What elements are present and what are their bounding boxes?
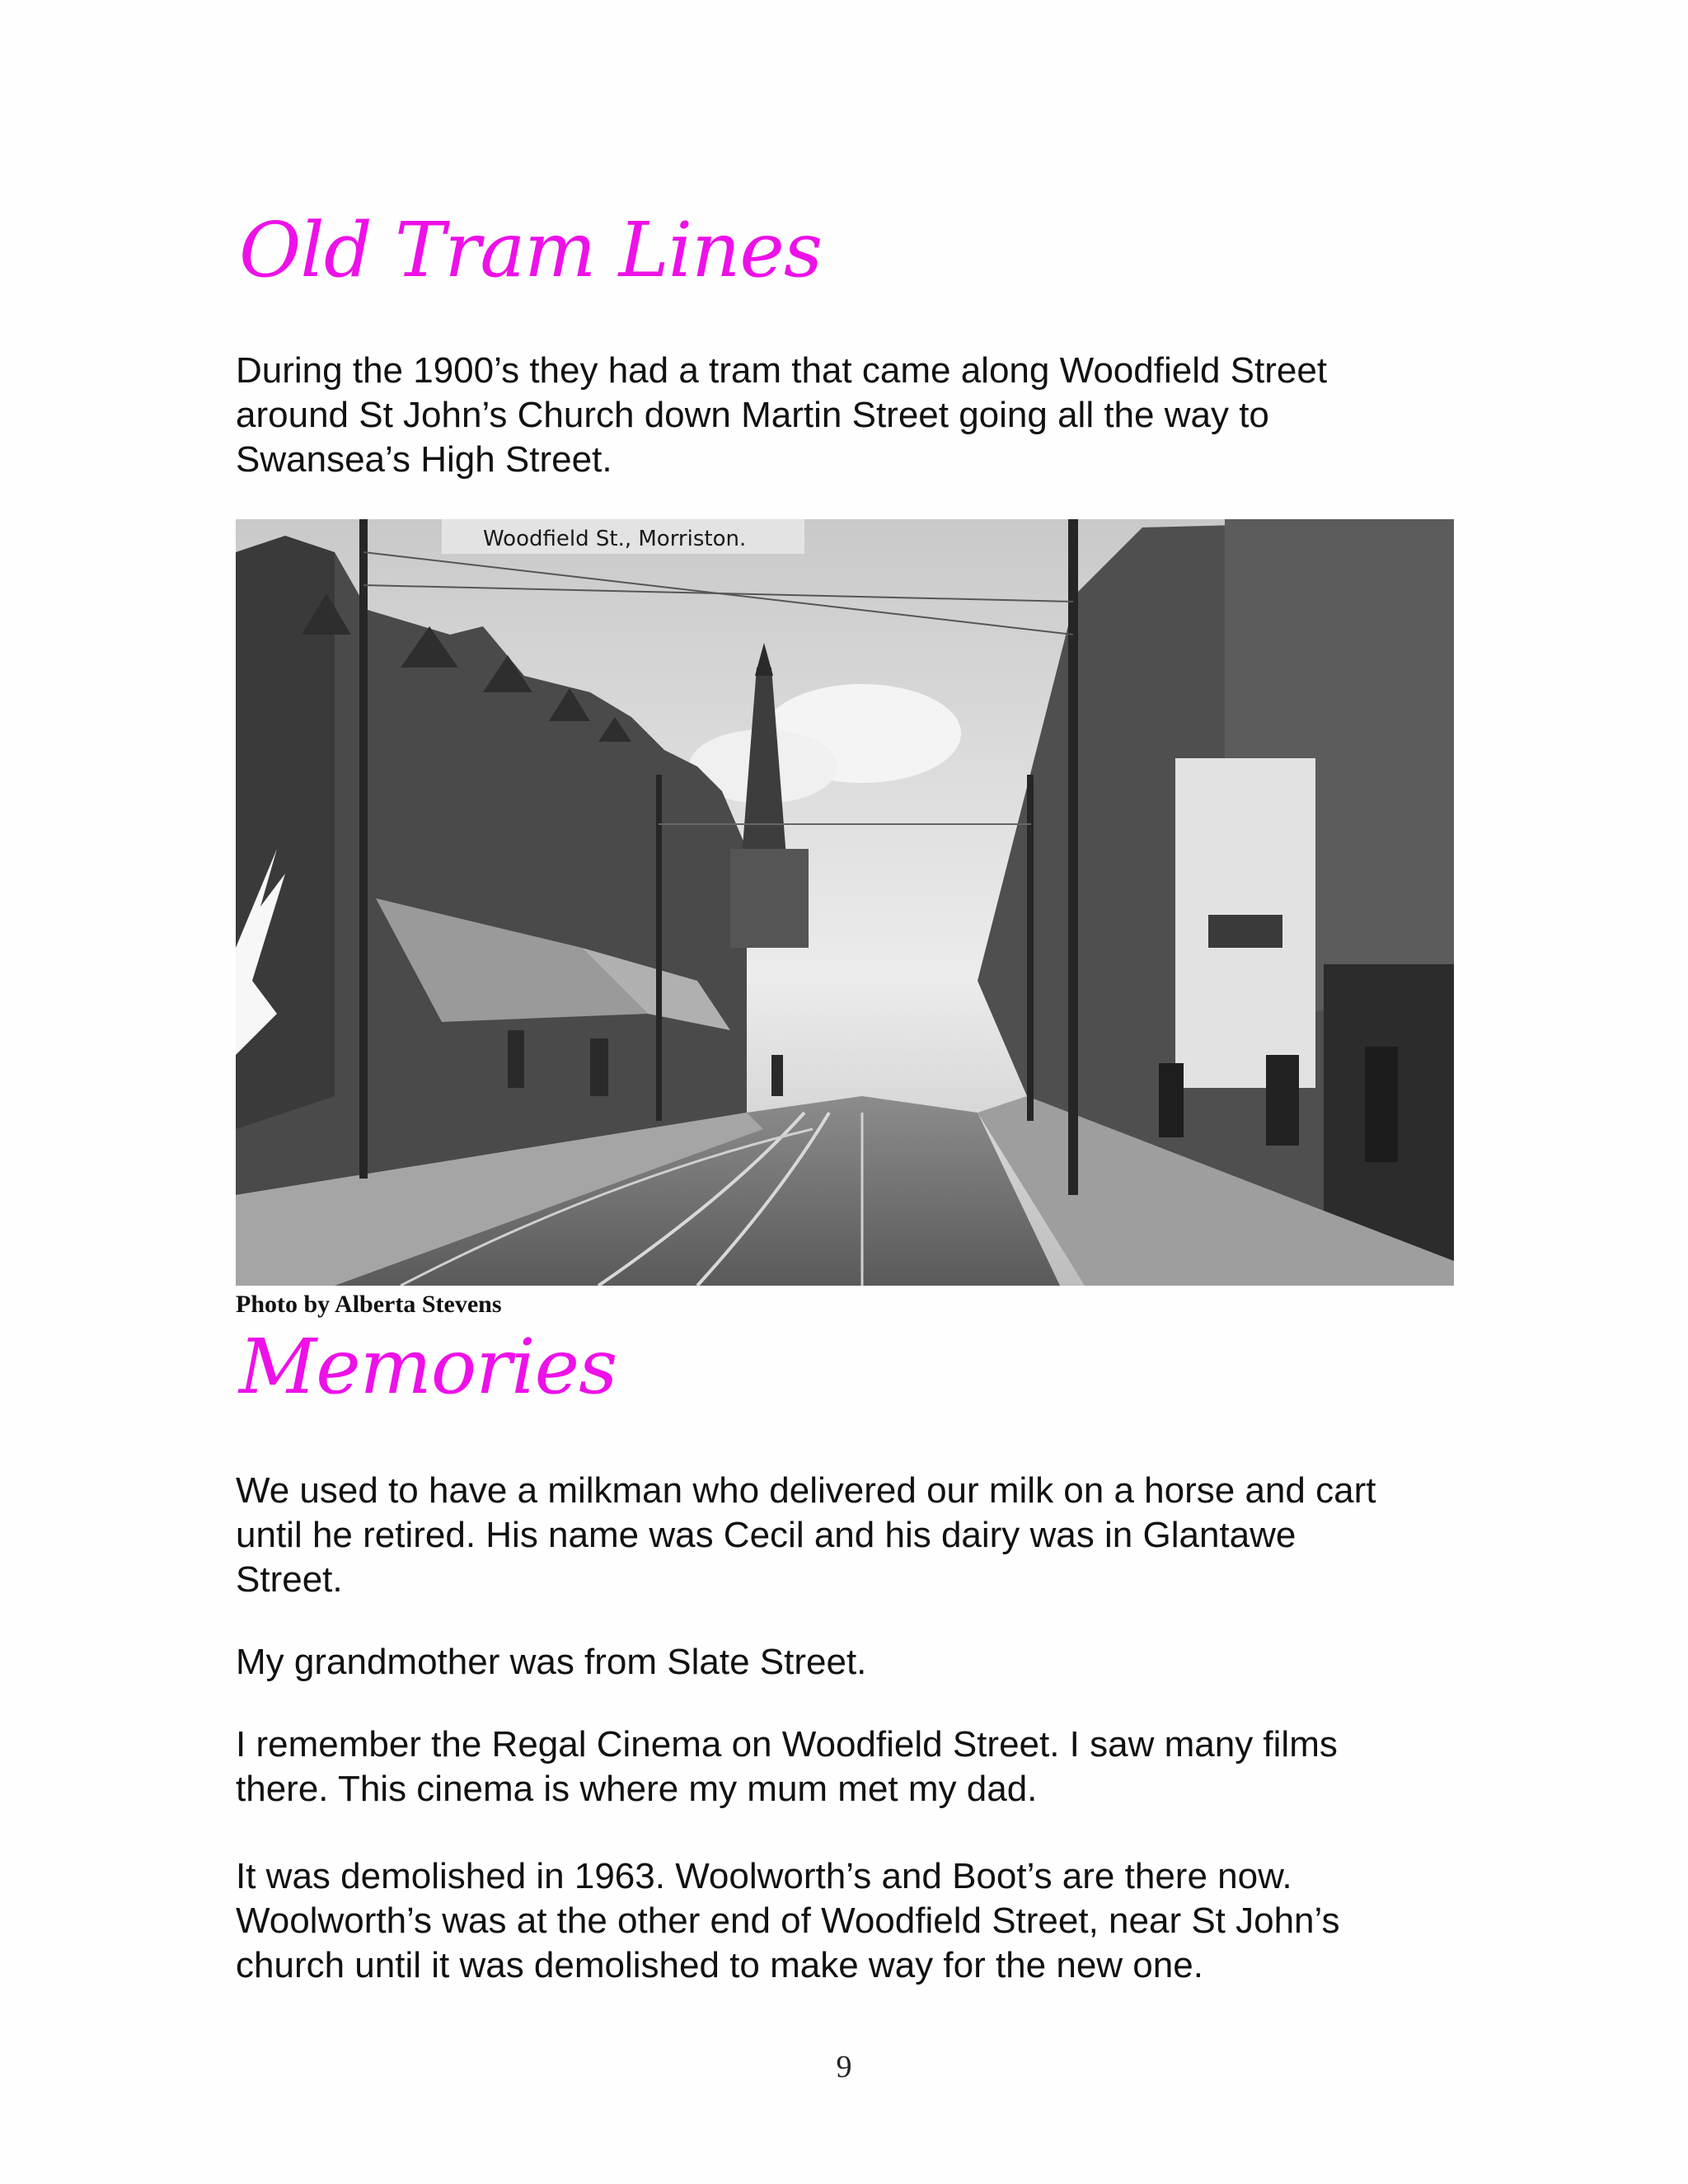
text-line: until he retired. His name was Cecil and his dairy was in Glantawe	[236, 1515, 1296, 1555]
text-line: Street.	[236, 1559, 343, 1600]
memory-demolished-paragraph	[236, 1854, 1472, 1988]
text-line: Woolworth’s was at the other end of Woodfield Street, near St John’s	[236, 1900, 1340, 1941]
memory-grandmother-paragraph	[236, 1640, 1472, 1685]
woodfield-street-photo	[236, 519, 1454, 1286]
heading-memories: Memories	[239, 1323, 617, 1411]
text-line: My grandmother was from Slate Street.	[236, 1642, 867, 1682]
text-line: It was demolished in 1963. Woolworth’s and Boot’s are there now.	[236, 1856, 1292, 1896]
text-line: We used to have a milkman who delivered our milk on a horse and cart	[236, 1470, 1376, 1511]
tram-intro-paragraph	[236, 349, 1472, 482]
text-line: around St John’s Church down Martin Street going all the way to	[236, 395, 1269, 435]
postcard-label: Woodfield St., Morriston.	[483, 527, 747, 551]
page-number: 9	[836, 2050, 852, 2084]
text-line: Swansea’s High Street.	[236, 439, 612, 480]
photo-caption: Photo by Alberta Stevens	[236, 1291, 502, 1318]
heading-old-tram-lines: Old Tram Lines	[239, 206, 823, 294]
text-line: During the 1900’s they had a tram that came along Woodfield Street	[236, 350, 1328, 391]
text-line: church until it was demolished to make way for the new one.	[236, 1945, 1203, 1985]
memory-regal-cinema-paragraph	[236, 1722, 1472, 1811]
text-line: there. This cinema is where my mum met my dad.	[236, 1769, 1038, 1809]
street-photo-illustration	[236, 519, 1454, 1286]
text-line: I remember the Regal Cinema on Woodfield Street. I saw many films	[236, 1724, 1338, 1765]
memory-milkman-paragraph	[236, 1469, 1472, 1602]
